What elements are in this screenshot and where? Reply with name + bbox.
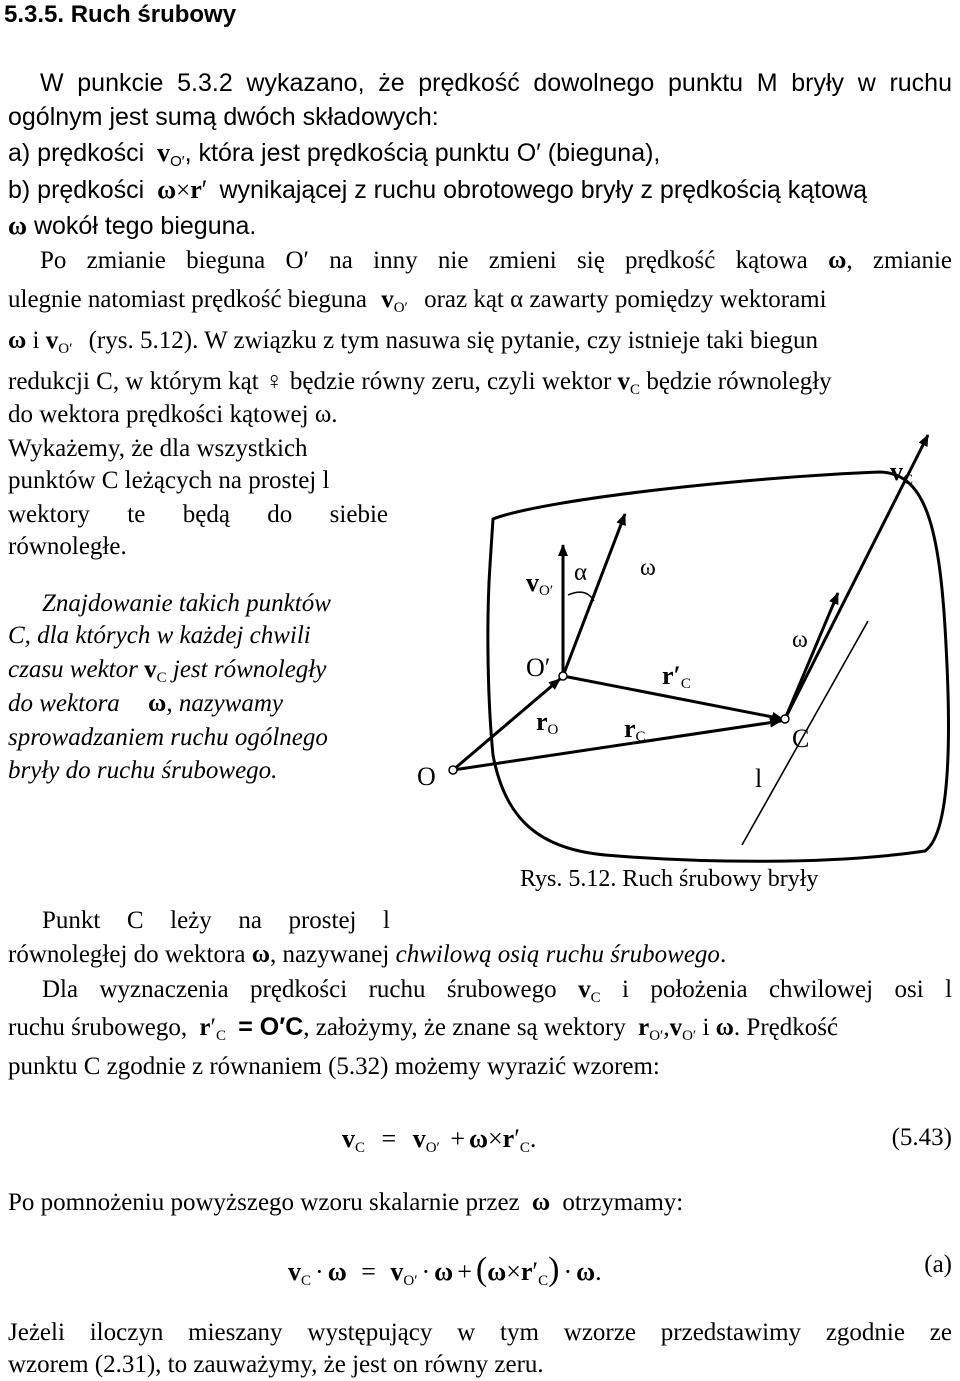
p4-l2d: .	[719, 941, 727, 968]
p4-line5: punktu C zgodnie z równaniem (5.32) możemy wyrazić wzorem:	[8, 1053, 660, 1080]
p5-l1b: otrzymamy:	[562, 1189, 684, 1216]
cross-symbol: ×	[176, 177, 191, 204]
p3-l4b: , nazywamy	[166, 690, 283, 717]
angle-glyph: ♀	[264, 368, 284, 395]
label-alpha: α	[574, 559, 588, 586]
eq1-vC: v	[342, 1124, 355, 1153]
figure-caption: Rys. 5.12. Ruch śrubowy bryły	[520, 866, 819, 892]
omega-arrow-2	[785, 593, 838, 719]
p2-l1a: Po zmianie bieguna O′ na inny nie zmieni się prędkość kątowa	[40, 247, 808, 274]
p1-line4	[8, 175, 867, 206]
p2-l2b: oraz kąt α zawarty pomiędzy wektorami	[424, 286, 827, 313]
eq1-vO: v	[412, 1124, 426, 1153]
p4-l4b: = O′C	[238, 1013, 304, 1041]
p6-line2: wzorem (2.31), to zauważymy, że jest on równy zeru.	[8, 1351, 544, 1378]
p4-line2	[8, 940, 726, 970]
label-o-prime: O′	[526, 653, 551, 682]
eq1-rC-prime: r	[502, 1124, 515, 1153]
p3-line3	[8, 655, 326, 685]
p4-l3b: i położenia chwilowej osi l	[622, 976, 953, 1003]
sub-c: C	[156, 670, 167, 686]
sub-c: C	[215, 1028, 226, 1044]
p2-line8: wektory te będą do siebie	[8, 501, 388, 528]
label-l: l	[755, 764, 763, 793]
vector-r: r	[190, 175, 202, 204]
p1-line2: ogólnym jest sumą dwóch składowych:	[8, 103, 439, 131]
p3-line4	[8, 689, 388, 719]
p2-line9: równoległe.	[8, 533, 127, 560]
label-omega-1: ω	[640, 555, 656, 581]
sub-o-prime: O′	[58, 341, 73, 357]
label-c: C	[792, 724, 810, 753]
point-c	[781, 715, 789, 723]
p2-line1	[40, 246, 952, 276]
p2-l2a: ulegnie natomiast prędkość bieguna	[8, 286, 367, 313]
p5-line1	[8, 1188, 683, 1218]
vector-r: r	[199, 1014, 211, 1041]
p1-l4b: wynikającej z ruchu obrotowego bryły z prędkością kątową	[219, 176, 867, 204]
eq1-omega: ω	[468, 1124, 488, 1153]
p1-line3	[8, 138, 660, 168]
sub-o-prime: O′	[393, 300, 408, 316]
vector-v: v	[617, 368, 631, 395]
sub-o-prime: O′	[649, 1028, 664, 1044]
p4-line4	[8, 1012, 952, 1043]
vector-v: v	[45, 327, 59, 354]
p4-l2c: chwilową osią ruchu śrubowego	[395, 941, 720, 968]
p4-l4c: , założymy, że znane są wektory	[303, 1014, 626, 1041]
p3-l3a: czasu wektor	[8, 656, 138, 683]
omega-symbol: ω	[8, 327, 27, 354]
p1-line5	[8, 211, 256, 241]
label-vC: vC	[890, 457, 914, 488]
p3-line6: bryły do ruchu śrubowego.	[8, 757, 278, 784]
p3-l4a: do wektora	[8, 690, 120, 717]
p1-l3b: , która jest prędkością punktu O′ (bieguna),	[184, 139, 661, 167]
p1-l5: wokół tego bieguna.	[33, 212, 257, 240]
p2-l3a: i	[32, 327, 40, 354]
p4-l4f: . Prędkość	[733, 1014, 839, 1041]
point-o	[449, 766, 457, 774]
label-o: O	[417, 762, 436, 791]
point-o-prime	[559, 672, 567, 680]
p4-line1: Punkt C leży na prostej l	[42, 907, 390, 934]
sub-o-prime: O′	[682, 1028, 697, 1044]
equation-number-5-43: (5.43)	[891, 1124, 952, 1151]
vector-v: v	[157, 138, 171, 167]
p4-l4e: i	[702, 1014, 710, 1041]
sub-o-prime: O′	[170, 153, 185, 170]
alpha-arc	[568, 592, 594, 601]
p1-line1: W punkcie 5.3.2 wykazano, że prędkość dowolnego punktu M bryły w ruchu	[40, 69, 952, 97]
vector-r: r	[638, 1014, 650, 1041]
p2-l1b: , zmianie	[846, 247, 952, 274]
p2-l4b: będzie równy zeru, czyli wektor	[289, 368, 612, 395]
equation-a: $v_C \cdot \omega = v_{O'} \cdot \omega + (\omega\times r'_C) \cdot \omega$.	[288, 1251, 602, 1289]
omega-arrow-1	[563, 514, 625, 676]
omega-symbol: ω	[715, 1014, 734, 1041]
label-rC: rC	[624, 714, 646, 745]
section-heading: 5.3.5. Ruch śrubowy	[4, 1, 237, 28]
p2-l4a: redukcji C, w którym kąt	[8, 368, 259, 395]
p4-l4a: ruchu śrubowego,	[8, 1014, 188, 1041]
equation-5-43: $v_C = v_{O'} + \omega\times r'_C$.	[342, 1124, 537, 1156]
label-omega-2: ω	[792, 627, 808, 653]
p2-line5: do wektora prędkości kątowej ω.	[8, 401, 338, 428]
omega-symbol: ω	[251, 941, 270, 968]
label-vO: vO′	[526, 568, 554, 599]
omega-symbol: ω	[8, 211, 28, 240]
omega-symbol: ω	[148, 690, 167, 717]
vector-v: v	[578, 976, 591, 1003]
p2-l4c: będzie równoległy	[646, 368, 832, 395]
p4-l2b: , nazywanej	[269, 941, 390, 968]
p3-line5: sprowadzaniem ruchu ogólnego	[8, 724, 328, 751]
p4-line3	[42, 975, 952, 1005]
omega-symbol: ω	[157, 175, 177, 204]
p1-l3a: a) prędkości	[8, 139, 145, 167]
p4-l2a: równoległej do wektora	[8, 941, 246, 968]
prime-symbol: ′	[210, 1014, 216, 1041]
p5-l1a: Po pomnożeniu powyższego wzoru skalarnie przez	[8, 1189, 520, 1216]
p2-line4	[8, 367, 832, 397]
equation-number-a: (a)	[924, 1251, 952, 1278]
p2-line2	[8, 285, 827, 315]
sub-c: C	[630, 382, 641, 398]
figure-rigid-body-screw	[400, 425, 960, 895]
p2-line3	[8, 326, 818, 356]
p2-line6: Wykażemy, że dla wszystkich	[8, 435, 308, 462]
p2-l3b: (rys. 5.12). W związku z tym nasuwa się pytanie, czy istnieje taki biegun	[88, 327, 819, 354]
p1-l4a: b) prędkości	[8, 176, 145, 204]
label-rC-prime: r′C	[662, 661, 691, 692]
p6-line1: Jeżeli iloczyn mieszany występujący w tym wzorze przedstawimy zgodnie ze	[8, 1319, 952, 1346]
vector-v: v	[669, 1014, 683, 1041]
omega-symbol: ω	[531, 1189, 551, 1216]
p4-l3a: Dla wyznaczenia prędkości ruchu śrubowego	[42, 976, 557, 1003]
sub-c: C	[590, 990, 601, 1006]
omega-symbol: ω	[828, 247, 847, 274]
vector-v: v	[144, 656, 157, 683]
p2-line7: punktów C leżących na prostej l	[8, 467, 330, 494]
prime-symbol: ′	[201, 176, 207, 204]
p3-line1: Znajdowanie takich punktów	[42, 590, 331, 617]
label-rO: rO	[536, 707, 559, 738]
p4-l4d: ,	[663, 1014, 670, 1041]
p3-line2: C, dla których w każdej chwili	[8, 622, 311, 649]
vector-v: v	[381, 286, 394, 313]
p3-l3b: jest równoległy	[172, 656, 327, 683]
